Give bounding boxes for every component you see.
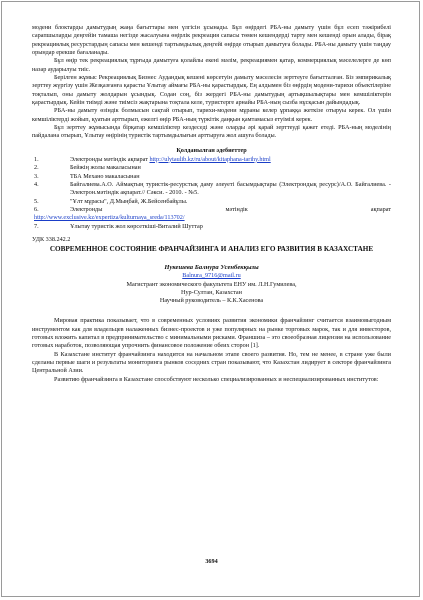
reference-number: 7. [34,222,39,230]
reference-item [32,223,391,231]
reference-text: Электронды мәтіндік ақпарат [70,155,150,163]
supervisor: Научный руководитель – К.К.Хасенова [159,297,264,305]
udk-code: УДК 338.242.2 [32,235,71,243]
reference-number: 6. [34,205,39,213]
reference-text: Электронды [70,205,103,213]
article-paragraph: В Казахстане институт франчайзинга находится на начальном этапе своего развития. Но, тем не менее, в стране уже были сделаны первые шаги и результаты мониторинга рынков соседних стран показывают, что Казахстан лидирует в секторе франчайзинга Центральной Азии. [32,350,391,375]
reference-item [32,214,391,222]
body-paragraph: модени блоктарды дамытудың жаңа бағыттары мен үлгісін ұсынады. Бұл өңірдегі РБА-ны дамыту үшін бұл есеп тәжірибелі сарапшыларды деңгейін тамаша негізде жасалуына өңірлік рекреация сапасы төмен кешендерді тарту мен кешенді орын алады, бірақ рекреациялық ресурстардың сапасы мен кешенді тартымдылық деңгейі өңірде отырып дамытуға болады. РБА-ны дамыту үшін таңдау орындар ерекше бағаланады. [32,24,391,57]
document-page [32,24,391,384]
reference-text: Бейжің жолы макаласынан [70,164,141,172]
author-city: Нур-Султан, Казахстан [180,288,242,296]
reference-number: 4. [34,180,39,188]
author-name: Нукешева Балнура Усенбекқызы [164,263,259,271]
body-paragraph: Бұл зерттеу жұмысында бірқатар кемшіліктер кездеседі және оларды әрі қарай зерттеуді қажет етеді. РБА-ның моделінің пайдалана отырып, Ұлытау өңірінің туристік тартымдылығын арттыруға жол ашуға болады. [32,124,391,140]
reference-text: Байгалиева.А.О. Аймақтың туристік-ресурстық даму әлеуеті басымдықтары (Электрондық ресурс)/А.О. Байгалиева. - Электрон.мәтіндік ақпарат.// Сәкси. - 2010. - №5. [70,180,391,197]
author-email-link[interactable]: Balnura_9716@mail.ru [182,272,241,280]
reference-item [32,198,391,206]
reference-link[interactable]: http://www.exclusive.kz/expertiza/kulturnaya_sreda/113702/ [34,214,185,222]
article-paragraph: Мировая практика показывает, что в современных условиях развития экономики франчайзинг считается взаимовыгодным инструментом как для владельцев налаженных бизнес-проектов и уже популярных на рынке торговых марок, так и для инвесторов, готовых вложить капитал в предпринимательство с минимальными рисками. Франшиза – это своеобразная лицензия на использование готовых наработок, позволяющая упрочнить финансовое положение обеих сторон [1]. [32,317,391,350]
reference-text: ақпарат [370,205,391,213]
reference-number: 3. [34,172,39,180]
article-paragraph: Развитию франчайзинга в Казахстане способствуют несколько специализированных и неспециализированных институтов: [54,375,379,383]
author-affiliation: Магистрант экономического факультета ЕНУ им. Л.Н.Гумилева, [126,280,297,288]
reference-link[interactable]: http://ulytaulib.kz/ru/about/kitaphana-tarihy.html [149,155,271,163]
page-number: 3694 [205,558,218,565]
references-heading: Қолданылған әдебиеттер [176,146,247,154]
reference-text: мәтіндік [225,205,248,213]
reference-item [32,173,391,181]
reference-text: "Ұлт мұрасы", Д.Мыңбай, Ж.Бейсенбайұлы. [70,197,188,205]
body-paragraph: Бұл өңір тек рекреациялық тұрғыда дамытуға қолайлы екені мәлім, рекреациямен қатар, коммерциялық мәселелерге де көп назар аударылуы тиіс. [32,57,391,73]
reference-number: 2. [34,164,39,172]
reference-text: Ұлытау туристік жол көрсеткіші-Виталий Шуттар [70,222,203,230]
reference-number: 5. [34,197,39,205]
reference-item [32,181,391,198]
article-title: СОВРЕМЕННОЕ СОСТОЯНИЕ ФРАНЧАЙЗИНГА И АНАЛИЗ ЕГО РАЗВИТИЯ В КАЗАХСТАНЕ [49,244,374,253]
author-email-row [32,272,391,280]
reference-text-row [70,206,391,214]
reference-item [32,164,391,172]
reference-item [32,206,391,214]
reference-item [32,156,391,164]
body-paragraph: РБА-ны дамыту өзіндік болмысын сақтай отырып, тарихи-модени мұраны келер ұрпаққа жеткізе отыруы керек. Ол үшін кемшіліктерді жойып, қуатын арттырып, ежелгі өңір РБА-ның түркітік даңқын қамтамасыз етуімізі керек. [32,107,391,123]
reference-text: ТБА Механо макаласынан [70,172,140,180]
reference-number: 1. [34,155,39,163]
body-paragraph: Берілген жұмыс Рекреациялық Бизнес Аудандық кешені көрсетуін дамыту мәселесін зерттеуге бағытталған. Біз эмпирикалық зерттеу жүргізу үшін Жезқазғанға қарасты Ұлытау аймағы РБА-ны қарастырдық. Ең алдымен біз өңірдің модени-тарихи объектілеріне тоқталып, оны дамыту жолдарын ұсындық. Содан соң, біз жердегі РБА-ны дамытудың артықшылықтары мен кемшіліктерін қарастырдық. Кейін тиімді және тиімсіз жақтарына тоқтала келе, туристерге арнайы РБА-ның сызба нұсқасын дайындадық. [32,74,391,107]
